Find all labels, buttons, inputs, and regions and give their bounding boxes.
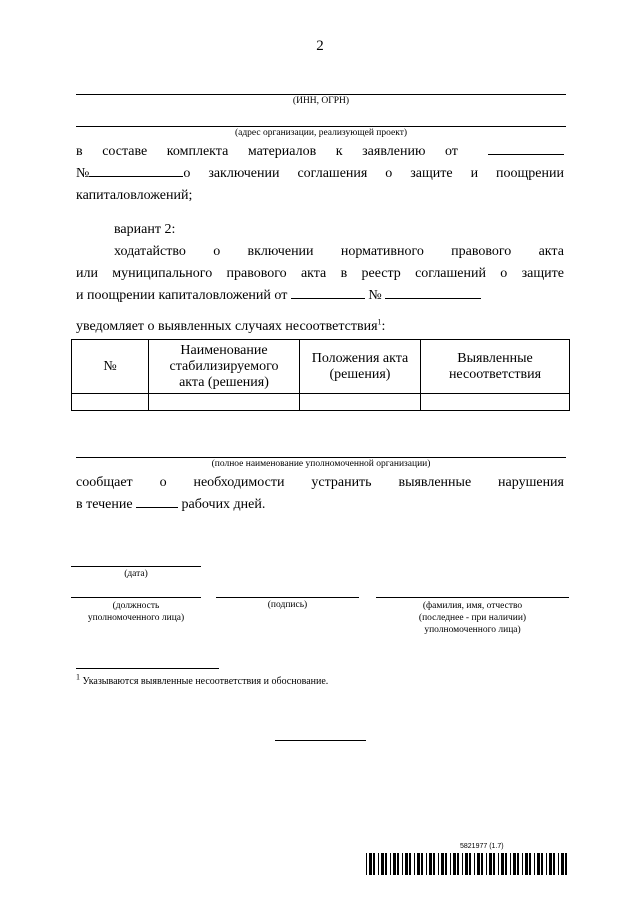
text-word: акта: [300, 266, 327, 281]
inn-ogrn-line: [76, 94, 566, 95]
text-word: или: [76, 266, 98, 281]
text-word: заявлению: [362, 144, 426, 159]
reports-line1: [76, 471, 564, 494]
fio-caption: [376, 600, 569, 636]
text-word: устранить: [311, 475, 372, 490]
text-word: о: [159, 475, 167, 490]
address-caption: (адрес организации, реализующей проект): [234, 128, 408, 138]
caption-text: (последнее - при наличии): [418, 613, 527, 623]
text-word: соглашения: [297, 166, 368, 181]
text-run: рабочих дней.: [181, 497, 266, 512]
footnote-ref: 1: [377, 317, 382, 327]
text-word: в: [76, 144, 83, 159]
header-text: стабилизируемого: [169, 358, 279, 374]
text-word: сообщает: [76, 475, 133, 490]
footnote: [76, 672, 329, 687]
table-cell[interactable]: [300, 394, 421, 411]
signature-line[interactable]: [216, 597, 359, 598]
date-line[interactable]: [71, 566, 201, 567]
text-word: правового: [451, 244, 512, 259]
text-word: защите: [410, 166, 453, 181]
discrepancy-table: [71, 339, 570, 411]
notify-text: уведомляет о выявленных случаях несоответствия: [76, 319, 378, 334]
position-line[interactable]: [71, 597, 201, 598]
text-word: соглашений: [415, 266, 486, 281]
text-word: поощрении: [496, 166, 564, 181]
address-line: [76, 126, 566, 127]
text-word: комплекта: [166, 144, 229, 159]
caption-text: уполномоченного лица): [424, 625, 521, 635]
petition-number-blank[interactable]: [385, 284, 481, 299]
variant2-line1: [114, 240, 564, 263]
barcode-icon: [366, 853, 570, 875]
header-text: Наименование: [180, 342, 268, 358]
text-word: необходимости: [193, 475, 285, 490]
header-text: №: [103, 358, 117, 374]
text-word: акта: [538, 244, 564, 259]
text-word: включении: [247, 244, 314, 259]
table-cell[interactable]: [72, 394, 149, 411]
text-run: в течение: [76, 497, 133, 512]
header-text: акта (решения): [179, 374, 269, 390]
text-word: материалов: [247, 144, 317, 159]
header-text: Положения акта: [311, 350, 409, 366]
days-count-blank[interactable]: [136, 493, 178, 508]
text-word: и: [470, 166, 479, 181]
variant2-line3: [76, 284, 481, 307]
header-discrepancies: [421, 340, 570, 394]
footnote-separator: [76, 668, 219, 669]
header-act-name: [149, 340, 300, 394]
variant2-line2: [76, 262, 564, 285]
text-word: правового: [226, 266, 287, 281]
number-group: [76, 162, 190, 185]
text-word: о: [213, 244, 221, 259]
text-word: заключении: [208, 166, 280, 181]
caption-text: уполномоченного лица): [87, 613, 185, 623]
text-word: муниципального: [112, 266, 213, 281]
header-text: Выявленные: [457, 350, 533, 366]
text-word: о: [500, 266, 508, 281]
end-rule: [275, 740, 366, 741]
header-number: [72, 340, 149, 394]
caption-text: (должность: [112, 601, 160, 611]
footnote-mark: 1: [76, 672, 80, 682]
text-word: нарушения: [498, 475, 564, 490]
header-text: несоответствия: [448, 366, 542, 382]
notify-tail: :: [381, 319, 386, 334]
table-header-row: [72, 340, 570, 394]
inn-ogrn-caption: (ИНН, ОГРН): [292, 96, 350, 106]
reports-line2: [76, 493, 265, 516]
table-cell[interactable]: [149, 394, 300, 411]
date-caption: (дата): [124, 569, 148, 579]
barcode-label: 5821977 (1.7): [460, 843, 504, 850]
application-date-blank[interactable]: [488, 140, 564, 155]
position-caption: [66, 600, 206, 624]
text-word: от: [444, 144, 458, 159]
text-word: выявленные: [398, 475, 472, 490]
footnote-text: Указываются выявленные несоответствия и обоснование.: [82, 676, 329, 687]
org-name-line: [76, 457, 566, 458]
text-word: реестр: [361, 266, 401, 281]
fio-line[interactable]: [376, 597, 569, 598]
signature-caption: (подпись): [267, 600, 308, 610]
text-word: ходатайство: [114, 244, 186, 259]
page-number: 2: [316, 38, 324, 54]
text-word: в: [340, 266, 348, 281]
header-act-provisions: [300, 340, 421, 394]
application-number-blank[interactable]: [89, 162, 183, 177]
text-word: о: [183, 166, 191, 181]
notify-line: [76, 315, 385, 338]
paragraph1-line2: [76, 162, 564, 185]
paragraph1-line1: [76, 140, 564, 163]
text-word: защите: [521, 266, 564, 281]
org-name-caption: (полное наименование уполномоченной организации): [211, 459, 431, 469]
paragraph1-line3: капиталовложений;: [76, 188, 193, 203]
petition-date-blank[interactable]: [291, 284, 365, 299]
table-row: [72, 394, 570, 411]
text-run: и поощрении капиталовложений от: [76, 288, 288, 303]
variant2-label: вариант 2:: [114, 222, 176, 237]
text-word: составе: [102, 144, 148, 159]
date-group: [445, 140, 564, 163]
header-text: (решения): [329, 366, 391, 382]
text-word: о: [385, 166, 393, 181]
text-word: нормативного: [340, 244, 424, 259]
text-word: к: [335, 144, 343, 159]
caption-text: (фамилия, имя, отчество: [422, 601, 523, 611]
table-cell[interactable]: [421, 394, 570, 411]
number-sign: №: [76, 166, 90, 181]
number-sign: №: [368, 288, 382, 303]
